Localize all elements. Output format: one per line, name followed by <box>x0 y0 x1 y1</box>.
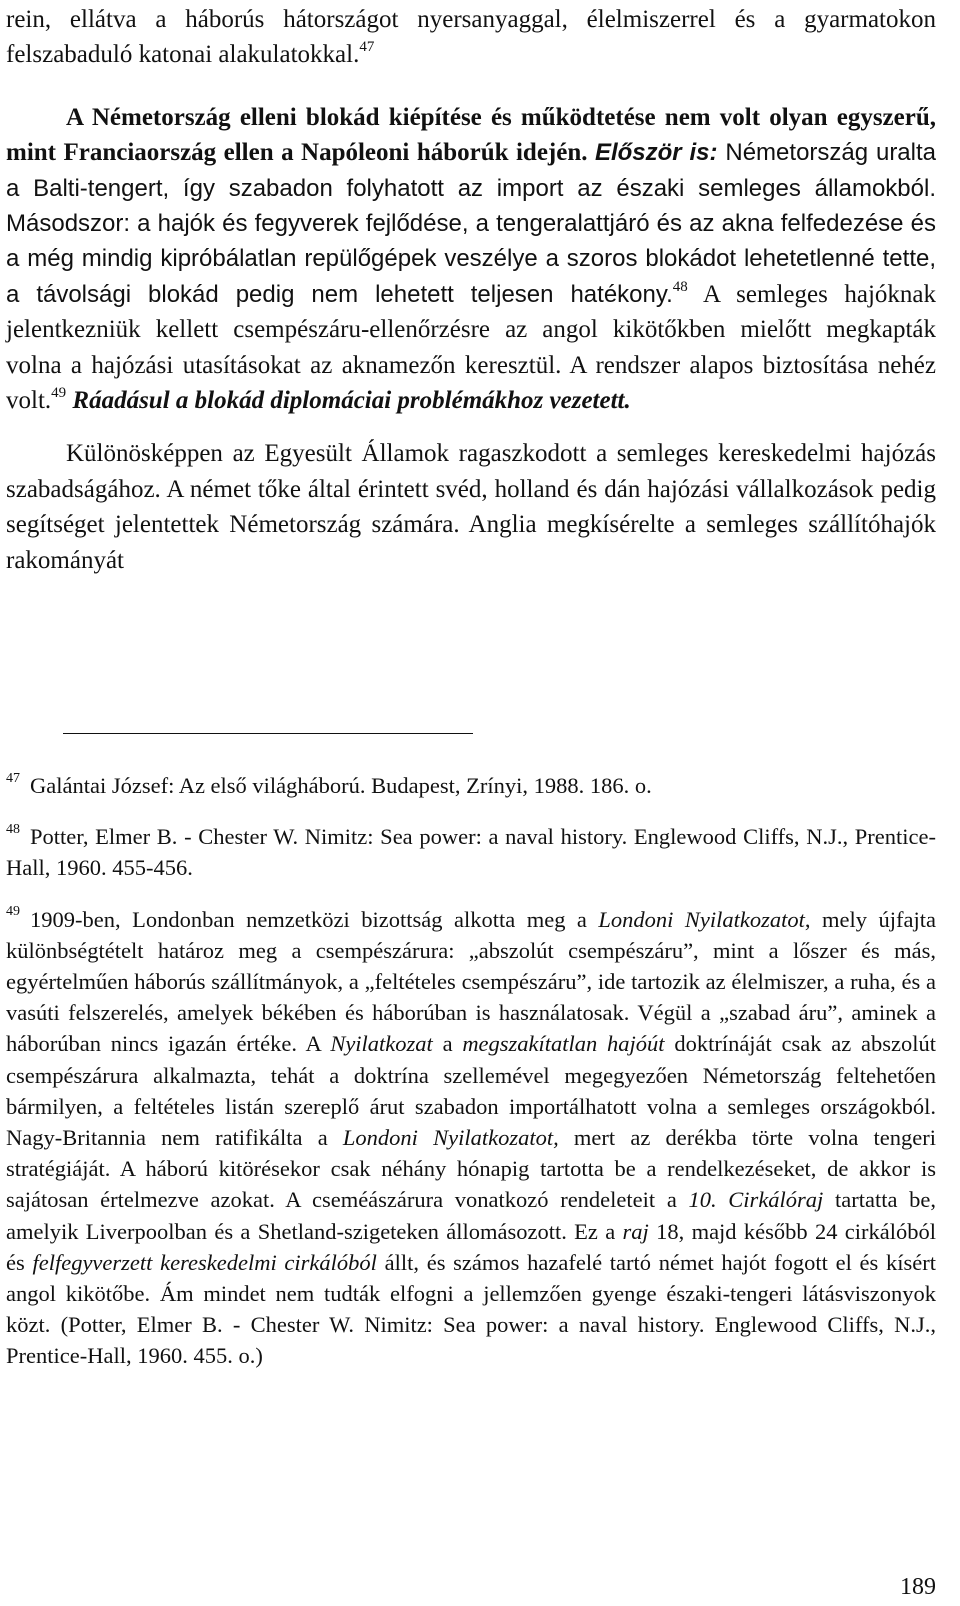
footnote-italic-term: Londoni Nyilatkozatot <box>598 906 805 932</box>
paragraph-1-text: rein, ellátva a háborús hátországot nyersanyaggal, élelmiszerrel és a gyarmatokon felszabaduló katonai alakulatokkal. <box>6 6 936 69</box>
paragraph-2-bold-intro: A Németország elleni blokád kiépítése és működtetése nem volt olyan egyszerű, mint Franciaország ellen a Napóleoni háborúk idején. <box>6 103 936 167</box>
footnote-ref-47[interactable]: 47 <box>359 39 375 56</box>
footnote-italic-term: 10. Cirkálóraj <box>688 1187 824 1213</box>
footnote-48 <box>6 821 936 883</box>
footnote-text: a <box>432 1031 463 1057</box>
footnote-text: mert az derékba törte volna tengeri stratégiáját. A háború kitörésekor csak néhány hónapig tartotta be a rendelkezéseket, de akkor is sajátosan értelmezve azokat. A cseméászárura vonatkozó rendeleteit a <box>6 1125 936 1213</box>
footnote-italic-term: raj <box>622 1218 649 1244</box>
footnote-ref-48[interactable]: 48 <box>672 278 688 295</box>
paragraph-2-text: A semleges hajóknak jelentkezniük kellett csempészáru-ellenőrzésre az angol kikötőkben mielőtt megkapták volna a hajózási utasításokat az aknamezőn keresztül. A rendszer alapos biztosítása nehéz volt. <box>6 280 937 415</box>
page <box>6 0 936 578</box>
paragraph-3 <box>6 436 936 578</box>
footnote-text: 18, majd később 24 cirkálóból és <box>6 1218 937 1275</box>
footnotes <box>6 770 936 1372</box>
page-number: 189 <box>900 1574 936 1600</box>
footnote-number: 49 <box>6 904 20 920</box>
footnote-49 <box>6 904 936 1372</box>
footnote-number: 48 <box>6 821 20 837</box>
footnote-italic-term: Londoni Nyilatkozatot, <box>342 1125 559 1151</box>
footnote-text: 1909-ben, Londonban nemzetközi bizottság alkotta meg a <box>30 906 599 932</box>
footnote-text: állt, és számos hazafelé tartó német hajót fogott el és kísért angol kikötőbe. Ám mindet nem tudták elfogni a jellemzően gyenge északi-tengeri látásviszonyok közt. (Potter, Elmer B. - Chester W. Nimitz: Sea power: a naval history. Englewood Cliffs, N.J., Prentice-Hall, 1960. 455. o.) <box>6 1249 936 1369</box>
footnote-ref-49[interactable]: 49 <box>51 384 67 401</box>
paragraph-2 <box>6 100 936 419</box>
footnote-italic-term: megszakítatlan hajóút <box>462 1031 665 1057</box>
paragraph-1 <box>6 2 936 73</box>
footnote-text: Galántai József: Az első világháború. Budapest, Zrínyi, 1988. 186. o. <box>30 773 652 798</box>
paragraph-2-first-point: Először is: <box>594 139 718 167</box>
footnote-italic-term: Nyilatkozat <box>330 1031 433 1057</box>
footnote-47 <box>6 770 936 801</box>
footnote-text: , mely újfajta különbségtételt határoz meg a csempészárura: „abszolút csempészáru”, mint a lőszer és más, egyértelműen háborús szállítmányok, a „feltételes csempészáru”, ide tartozik az élelmiszer, a ruha, és a vasúti felszerelés, amelyek békében és háborúban is használatosak. Végül a „szabad áru”, aminek a háborúban nincs igazán értéke. A <box>6 906 936 1057</box>
paragraph-2-sans-text: Németország uralta a Balti-tengert, így szabadon folyhatott az import az északi semleges államokból. Másodszor: a hajók és fegyverek fejlődése, a tengeralattjáró és az akna felfedezése és a még mindig kipróbálatlan repülőgépek veszélye a szoros blokádot lehetetlenné tette, a távolsági blokád pedig nem lehetett teljesen hatékony. <box>6 139 937 308</box>
footnote-text: Potter, Elmer B. - Chester W. Nimitz: Sea power: a naval history. Englewood Cliffs, N.J., Prentice-Hall, 1960. 455-456. <box>6 824 936 881</box>
footnote-text: tartatta be, amelyik Liverpoolban és a Shetland-szigeteken állomásozott. Ez a <box>6 1187 936 1244</box>
footnote-separator <box>63 733 473 734</box>
footnote-number: 47 <box>6 770 20 786</box>
footnote-italic-term: felfegyverzett kereskedelmi cirkálóból <box>32 1249 377 1275</box>
paragraph-3-text: Különösképpen az Egyesült Államok ragaszkodott a semleges kereskedelmi hajózás szabadságához. A német tőke által érintett svéd, holland és dán hajózási vállalkozások pedig segítséget jelentettek Németország számára. Anglia megkísérelte a semleges szállítóhajók rakományát <box>6 440 936 574</box>
paragraph-2-conclusion: Ráadásul a blokád diplomáciai problémákhoz vezetett. <box>66 387 631 415</box>
footnote-text: doktrínáját csak az abszolút csempészárura alkalmazta, tehát a doktrína szellemével megegyezően Németország feltehetően bármilyen, a feltételes listán szereplő árut szabadon importálhatott volna a semleges országokból. Nagy-Britannia nem ratifikálta a <box>6 1031 936 1151</box>
